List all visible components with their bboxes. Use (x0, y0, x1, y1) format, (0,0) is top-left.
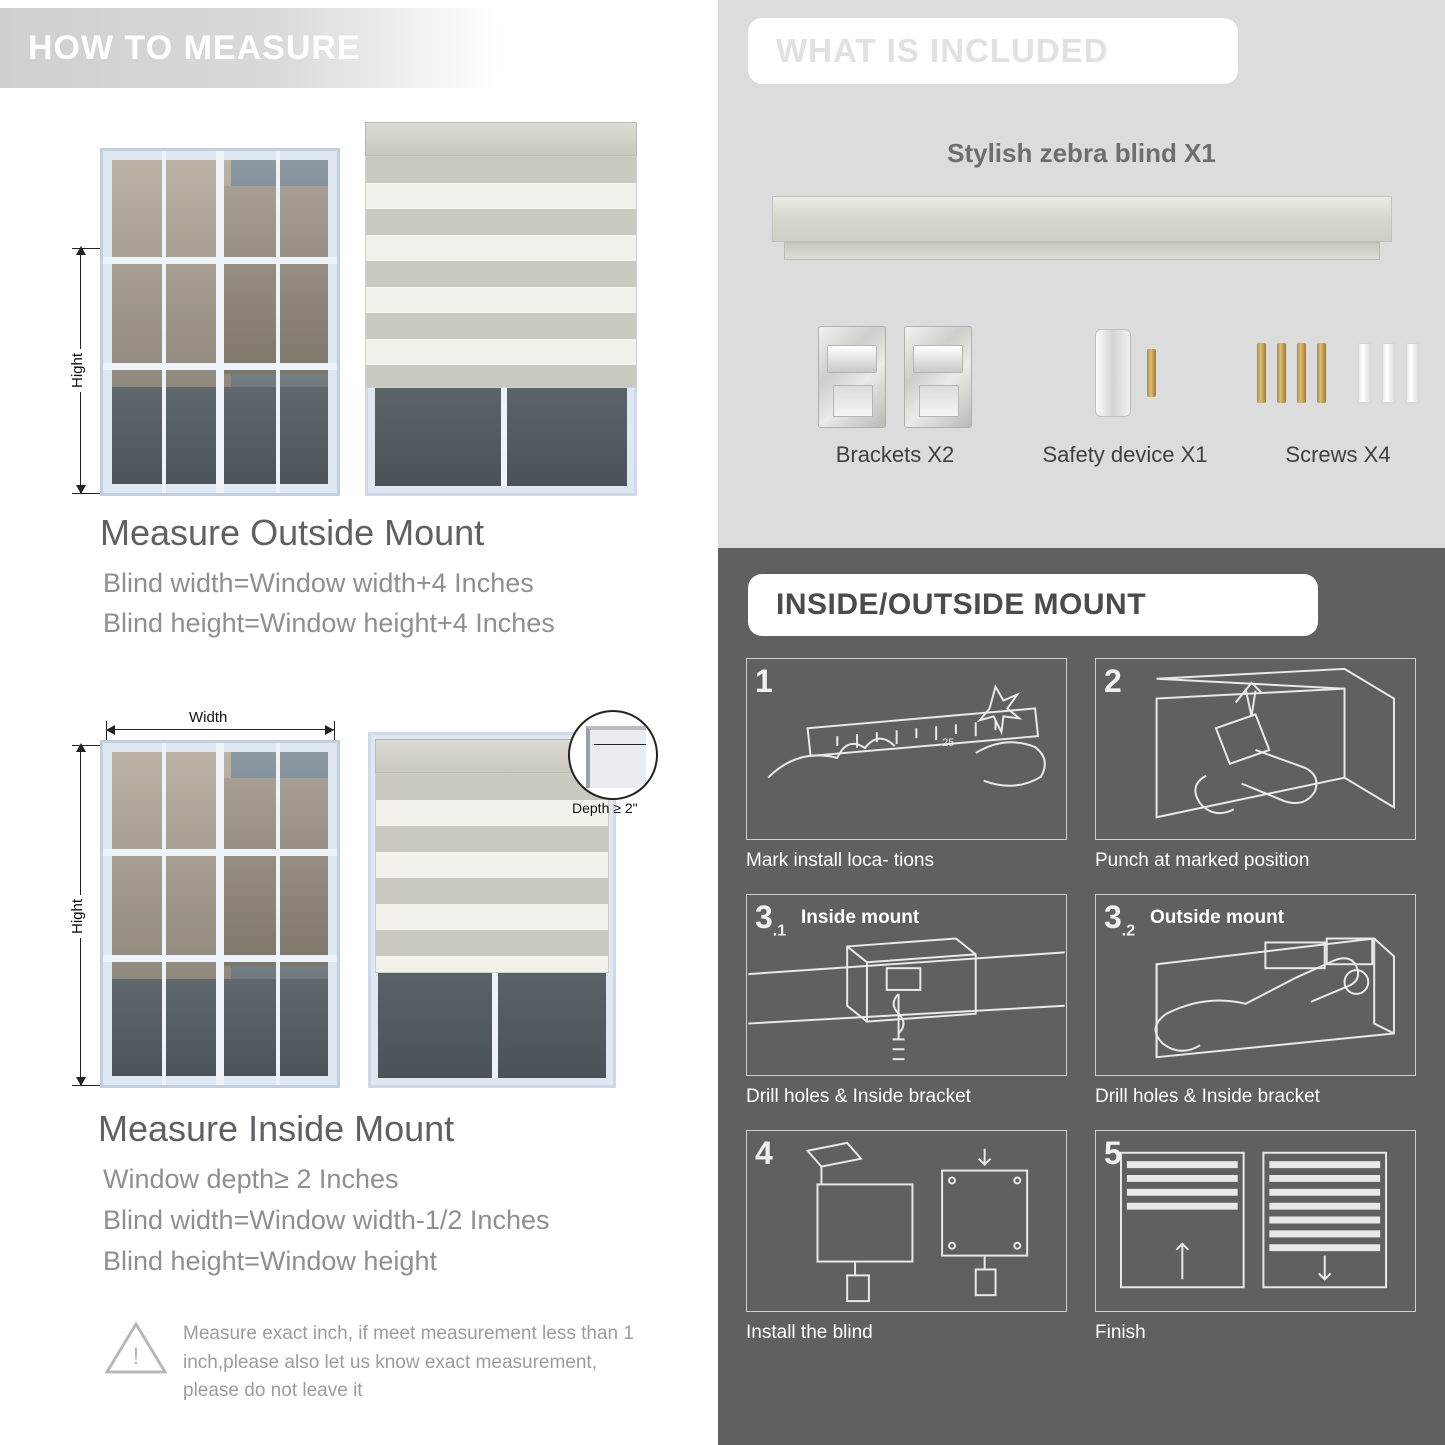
warning-triangle-icon (105, 1320, 167, 1376)
part-brackets-label: Brackets X2 (835, 442, 955, 467)
what-is-included-title: WHAT IS INCLUDED (776, 32, 1109, 69)
depth-label: Depth ≥ 2" (572, 800, 638, 816)
step-3-1-caption: Drill holes & Inside bracket (746, 1086, 971, 1107)
inside-height-label: Hight (69, 895, 86, 938)
outside-height-label: Hight (69, 349, 86, 392)
step-5-caption: Finish (1095, 1322, 1146, 1343)
mount-steps (746, 658, 1416, 1344)
step-1-caption: Mark install loca- tions (746, 850, 934, 871)
measure-note-text: Measure exact inch, if meet measurement less than 1 inch,please also let us know exact measurement, please do not leave it (183, 1323, 634, 1401)
step-2-number: 2 (1104, 663, 1122, 699)
right-column (718, 0, 1445, 1445)
anchor-icon (1358, 343, 1371, 403)
svg-text:25: 25 (942, 737, 955, 750)
blind-illustration-outside (365, 122, 637, 496)
step-5-number: 5 (1104, 1135, 1122, 1171)
step-3-2 (1095, 894, 1416, 1108)
outside-mount-heading: Measure Outside Mount (100, 512, 485, 553)
how-to-measure-badge (0, 8, 500, 88)
part-safety-label: Safety device X1 (1042, 442, 1208, 467)
step-3-1-number: $3_{.1}$ (755, 899, 787, 940)
part-screws-label: Screws X4 (1285, 442, 1391, 467)
screw-icon (1297, 343, 1306, 403)
how-to-measure-title: HOW TO MEASURE (28, 28, 361, 67)
step-2-image (1095, 658, 1416, 840)
step-3-1-image (746, 894, 1067, 1076)
window-illustration-inside (100, 740, 340, 1088)
screw-icon (1277, 343, 1286, 403)
what-is-included-badge (748, 18, 1238, 84)
what-is-included-panel (718, 0, 1445, 548)
inside-width-arrow-left (106, 725, 115, 735)
depth-circle (568, 710, 658, 800)
how-to-measure-panel (0, 0, 718, 1445)
step-3-2-image (1095, 894, 1416, 1076)
inside-mount-line-1: Window depth≥ 2 Inches (103, 1164, 399, 1194)
install-blind-sketch (747, 1131, 1066, 1311)
anchor-icon (1382, 343, 1395, 403)
blind-headrail-outside (365, 122, 637, 156)
drill-sketch (1096, 659, 1415, 839)
outside-mount-line-1: Blind width=Window width+4 Inches (103, 568, 534, 598)
screw-icon (1257, 343, 1266, 403)
outside-mount-diagram (0, 100, 718, 520)
svg-text:!: ! (132, 1343, 140, 1370)
mount-title: INSIDE/OUTSIDE MOUNT (776, 588, 1147, 621)
inside-width-dim-line (106, 729, 334, 730)
step-2 (1095, 658, 1416, 872)
mount-badge (748, 574, 1318, 636)
finish-sketch (1096, 1131, 1415, 1311)
measure-hand-sketch (747, 659, 1066, 839)
inside-width-label: Width (185, 709, 231, 726)
screw-icon (1147, 349, 1156, 397)
depth-callout (560, 700, 700, 830)
step-3-1 (746, 894, 1067, 1108)
step-4-number: 4 (755, 1135, 773, 1171)
window-illustration-outside (100, 148, 340, 496)
bracket-icon (904, 326, 972, 428)
step-5 (1095, 1130, 1416, 1344)
step-1-number: 1 (755, 663, 773, 699)
part-brackets (780, 318, 1010, 468)
step-1 (746, 658, 1067, 872)
measure-note (105, 1320, 645, 1406)
safety-device-icon (1095, 329, 1131, 417)
inside-outside-mount-panel (718, 548, 1445, 1445)
bracket-icon (818, 326, 886, 428)
part-safety-device (1010, 318, 1240, 468)
zebra-blind-product-image (772, 196, 1392, 260)
parts-list (718, 318, 1445, 528)
inside-mount-line-2: Blind width=Window width-1/2 Inches (103, 1205, 550, 1235)
part-screws (1238, 318, 1438, 468)
step-3-2-number: $3_{.2}$ (1104, 899, 1136, 940)
step-3-2-inline-label: Outside mount (1150, 907, 1285, 928)
inside-mount-line-3: Blind height=Window height (103, 1246, 437, 1276)
step-3-1-inline-label: Inside mount (801, 907, 920, 928)
anchor-icon (1406, 343, 1419, 403)
step-2-caption: Punch at marked position (1095, 850, 1310, 871)
step-3-2-caption: Drill holes & Inside bracket (1095, 1086, 1320, 1107)
outside-mount-line-2: Blind height=Window height+4 Inches (103, 608, 555, 638)
inside-mount-diagram (0, 700, 718, 1100)
step-4 (746, 1130, 1067, 1344)
step-5-image (1095, 1130, 1416, 1312)
inside-width-arrow-right (325, 725, 334, 735)
step-4-caption: Install the blind (746, 1322, 873, 1343)
screw-icon (1317, 343, 1326, 403)
step-4-image (746, 1130, 1067, 1312)
inside-mount-heading: Measure Inside Mount (98, 1108, 455, 1149)
product-title: Stylish zebra blind X1 (947, 138, 1216, 168)
blind-fabric-outside (365, 156, 637, 388)
step-1-image (746, 658, 1067, 840)
